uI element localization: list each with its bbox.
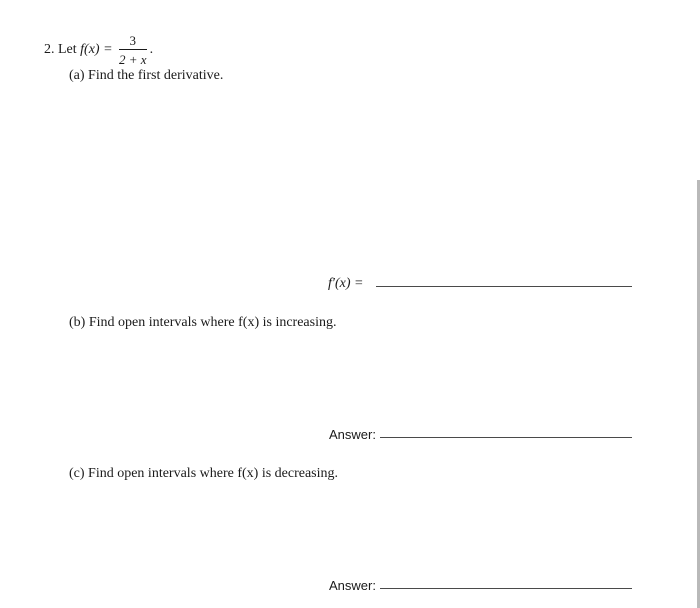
part-b-answer-label: Answer: (329, 427, 376, 442)
fraction-denominator: 2 + x (119, 52, 147, 67)
part-b-label: (b) (69, 315, 86, 330)
part-a-prompt: Find the first derivative. (88, 68, 224, 83)
part-c-label: (c) (69, 466, 85, 481)
problem-trailing: . (149, 42, 154, 58)
part-a-question (69, 68, 223, 84)
problem-header (44, 34, 153, 66)
part-c-answer-label: Answer: (329, 578, 376, 593)
part-b-question (69, 315, 336, 331)
function-lhs: f(x) = (80, 42, 113, 58)
part-b-answer-line[interactable] (380, 437, 632, 438)
function-fraction (119, 34, 147, 66)
part-a-answer-line[interactable] (376, 286, 632, 287)
problem-intro: Let (58, 42, 77, 58)
part-b-prompt: Find open intervals where f(x) is increasing. (88, 315, 337, 330)
part-c-question (69, 466, 338, 482)
problem-number: 2. (44, 42, 55, 58)
fraction-numerator: 3 (129, 33, 137, 48)
part-c-answer-line[interactable] (380, 588, 632, 589)
part-c-prompt: Find open intervals where f(x) is decreasing. (88, 466, 339, 481)
part-a-answer-label: f′(x) = (328, 276, 364, 291)
part-a-label: (a) (69, 68, 85, 83)
